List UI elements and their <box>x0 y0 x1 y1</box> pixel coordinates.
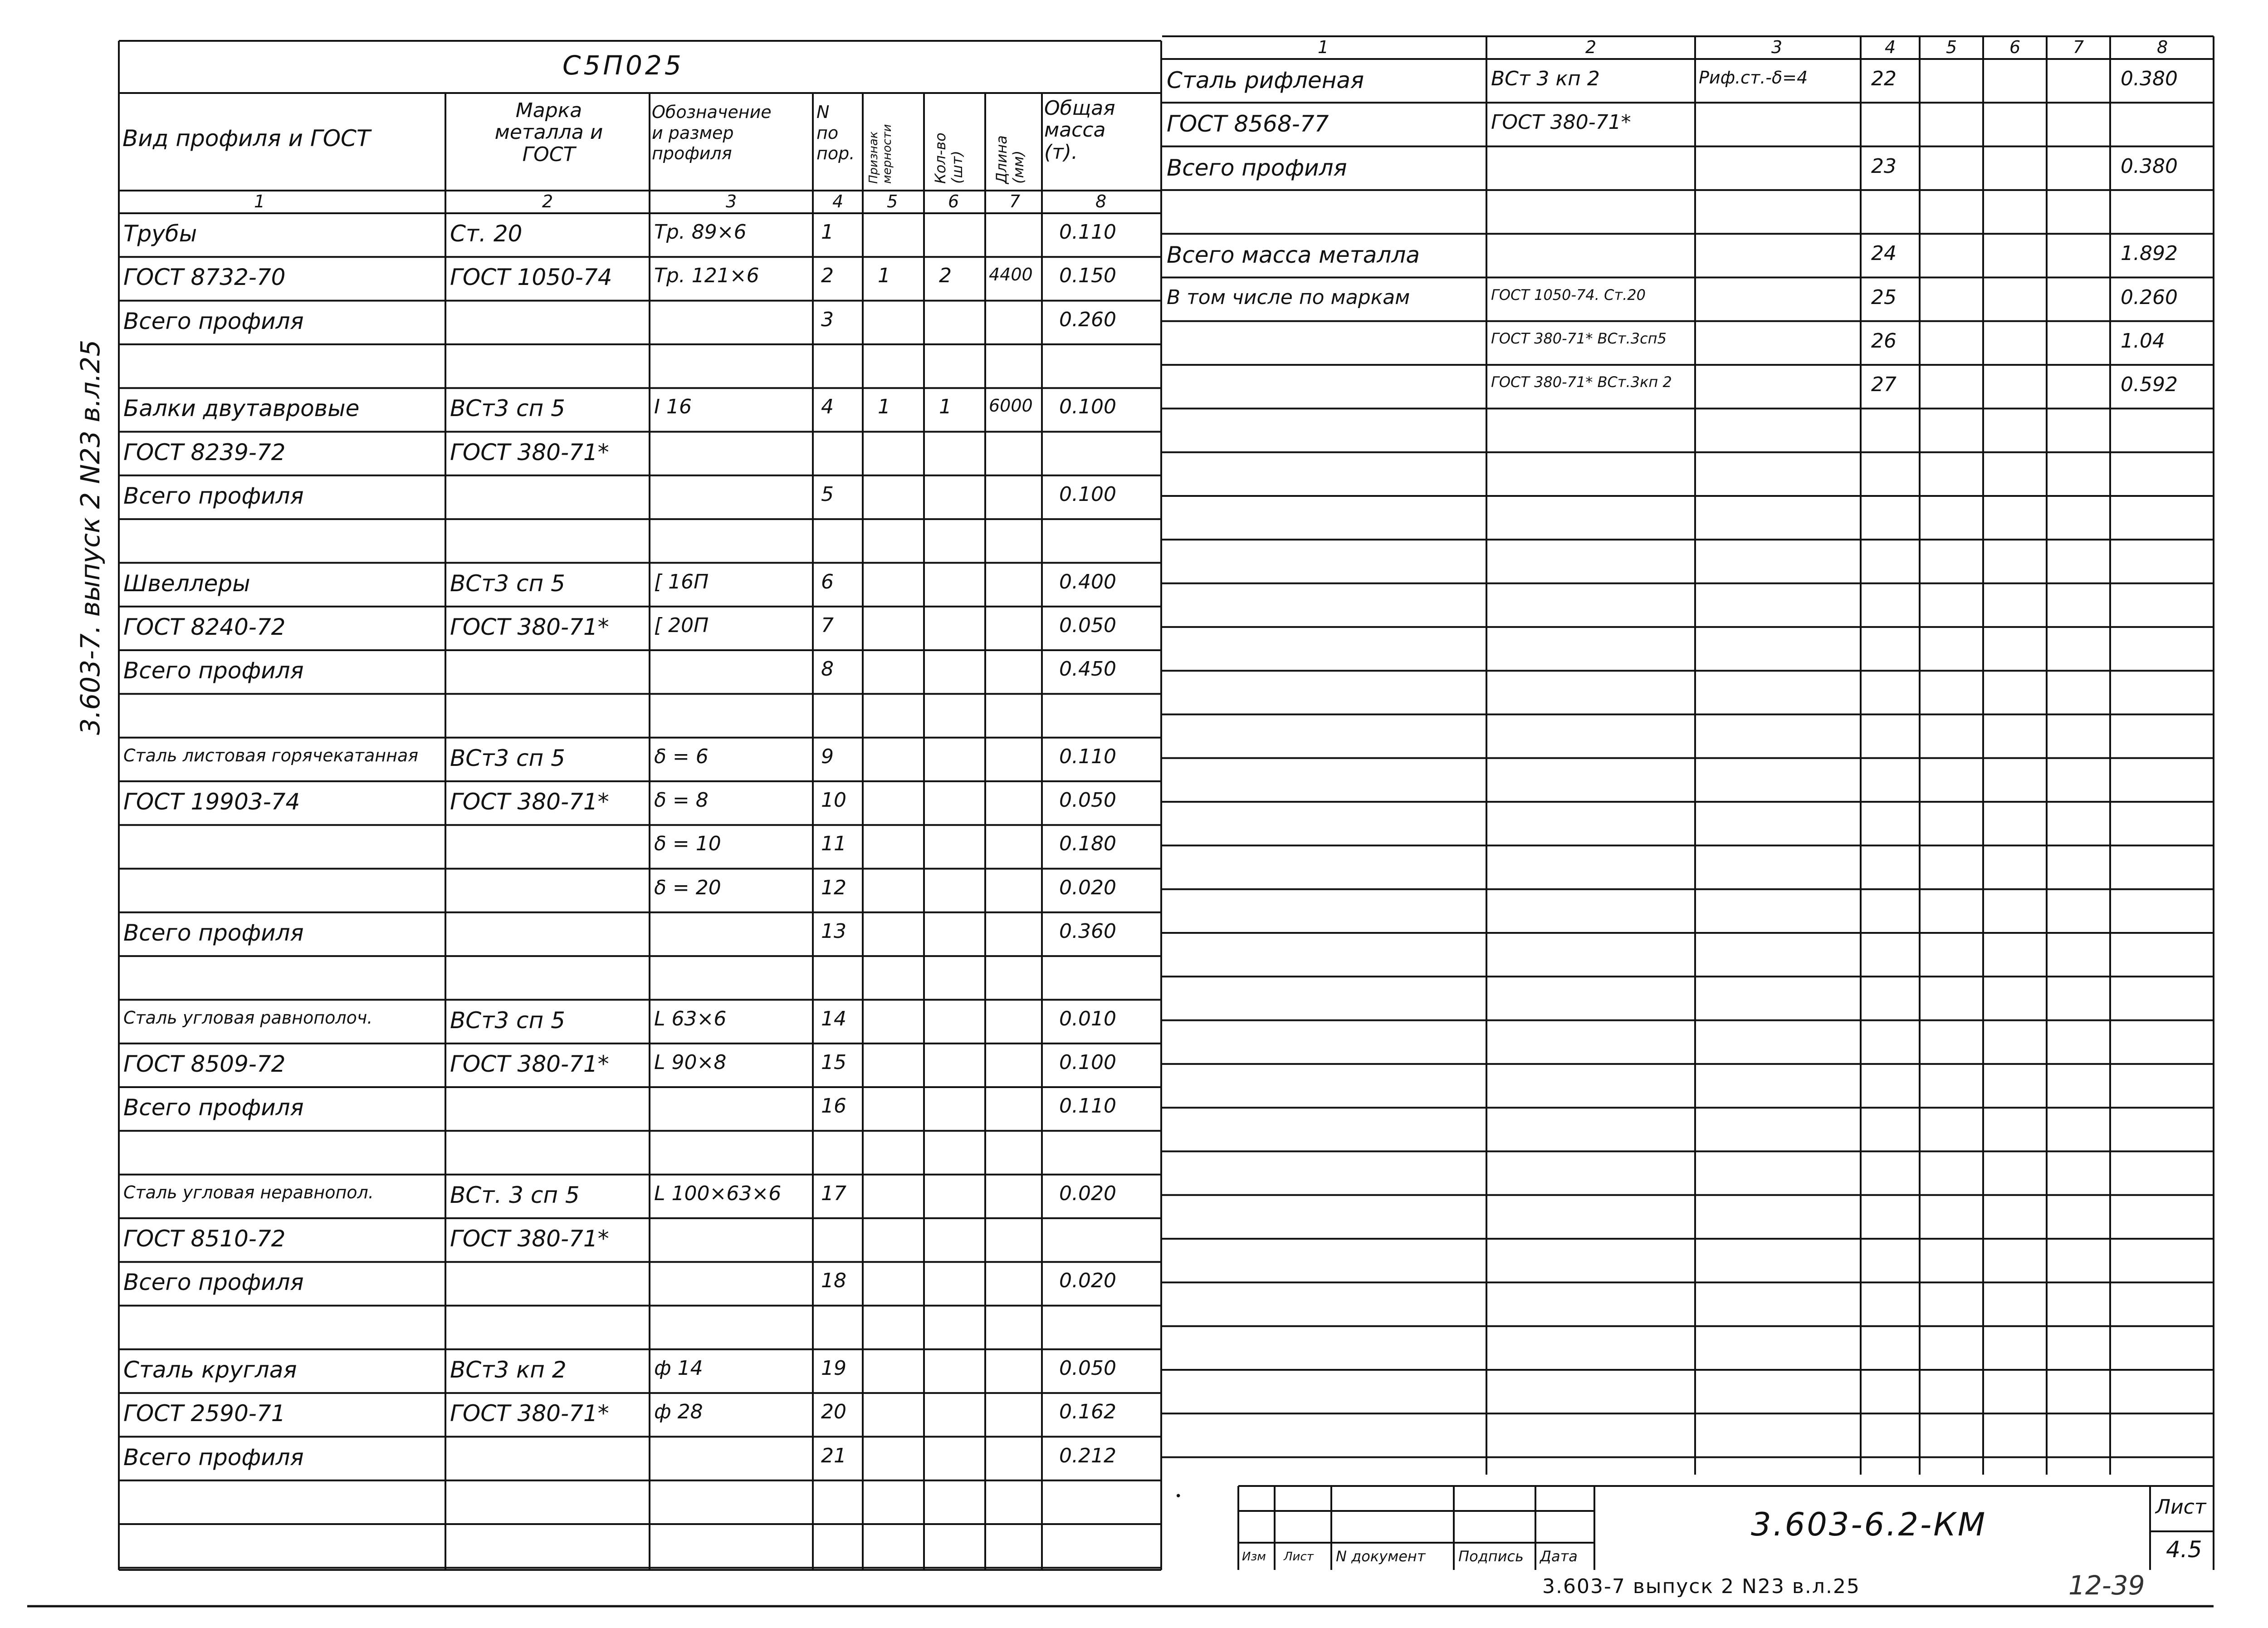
sheet-title: С5П025 <box>562 50 684 81</box>
left-row-15-c8: 0.180 <box>1059 832 1116 856</box>
left-row-17-c8: 0.360 <box>1059 919 1116 943</box>
left-row-11-c8: 0.450 <box>1059 657 1116 681</box>
left-row-5-c8: 0.100 <box>1059 395 1116 419</box>
left-row-9-c4: 6 <box>821 570 834 593</box>
left-row-2-c8: 0.150 <box>1059 264 1116 288</box>
left-row-5-c5: 1 <box>878 395 890 419</box>
col-number: 3 <box>1771 37 1783 57</box>
left-row-28-c1: ГОСТ 2590-71 <box>123 1400 286 1427</box>
left-row-27-c1: Сталь круглая <box>123 1356 297 1383</box>
right-row-22-c3: Риф.ст.-δ=4 <box>1699 68 1808 88</box>
footer-code: 3.603-7 выпуск 2 N23 в.л.25 <box>1542 1575 1860 1598</box>
col-number: 4 <box>1885 37 1896 57</box>
left-row-21-c4: 16 <box>821 1094 846 1118</box>
right-row-22-c1: Сталь рифленая <box>1167 67 1364 94</box>
left-row-16-c3: δ = 20 <box>654 876 721 899</box>
left-row-5-c6: 1 <box>939 395 952 419</box>
document-code: 3.603-6.2-КМ <box>1751 1506 1987 1543</box>
right-row-22-c4: 22 <box>1871 67 1897 91</box>
header-length: Длина (мм) <box>993 135 1027 184</box>
right-row-28-c8: 1.04 <box>2121 329 2165 353</box>
left-row-6-c1: ГОСТ 8239-72 <box>123 439 286 466</box>
right-row-22-c8: 0.380 <box>2121 67 2178 91</box>
right-row-26-c1: Всего масса металла <box>1167 242 1420 269</box>
header-quantity: Кол-во (шт) <box>932 132 966 184</box>
left-row-10-c1: ГОСТ 8240-72 <box>123 613 286 640</box>
left-row-27-c3: ф 14 <box>654 1356 703 1380</box>
left-row-14-c2: ГОСТ 380-71* <box>450 789 609 815</box>
left-row-20-c8: 0.100 <box>1059 1050 1116 1074</box>
left-row-23-c3: L 100×63×6 <box>654 1182 782 1205</box>
title-block-label-signature: Подпись <box>1458 1548 1524 1565</box>
left-row-28-c2: ГОСТ 380-71* <box>450 1400 609 1427</box>
header-order-number: N по пор. <box>816 102 855 164</box>
right-row-26-c4: 24 <box>1871 242 1897 265</box>
left-row-20-c2: ГОСТ 380-71* <box>450 1050 609 1077</box>
left-row-1-c8: 0.110 <box>1059 221 1116 244</box>
left-row-14-c4: 10 <box>821 789 846 812</box>
header-dimension-sign: Признак мерности <box>867 124 894 184</box>
left-row-28-c8: 0.162 <box>1059 1400 1116 1424</box>
left-row-25-c1: Всего профиля <box>123 1269 304 1296</box>
right-row-27-c8: 0.260 <box>2121 285 2178 309</box>
left-row-27-c4: 19 <box>821 1356 846 1380</box>
left-row-10-c2: ГОСТ 380-71* <box>450 613 609 640</box>
left-row-13-c1: Сталь листовая горячекатанная <box>123 745 419 765</box>
left-row-25-c4: 18 <box>821 1269 846 1293</box>
left-row-9-c3: [ 16П <box>654 570 709 593</box>
right-row-24-c8: 0.380 <box>2121 154 2178 178</box>
col-number: 6 <box>2009 37 2021 57</box>
left-row-24-c1: ГОСТ 8510-72 <box>123 1226 286 1252</box>
left-row-3-c4: 3 <box>821 308 834 331</box>
left-row-16-c8: 0.020 <box>1059 876 1116 899</box>
left-row-19-c2: ВСт3 сп 5 <box>450 1007 565 1034</box>
left-row-3-c8: 0.260 <box>1059 308 1116 331</box>
left-row-29-c1: Всего профиля <box>123 1444 304 1471</box>
left-row-5-c2: ВСт3 сп 5 <box>450 395 565 422</box>
left-row-11-c4: 8 <box>821 657 834 681</box>
left-row-25-c8: 0.020 <box>1059 1269 1116 1293</box>
left-row-24-c2: ГОСТ 380-71* <box>450 1226 609 1252</box>
left-row-19-c3: L 63×6 <box>654 1007 727 1030</box>
left-row-13-c3: δ = 6 <box>654 745 709 768</box>
vertical-document-code: 3.603-7. выпуск 2 N23 в.л.25 <box>75 339 106 735</box>
left-row-9-c8: 0.400 <box>1059 570 1116 593</box>
sheet-label: Лист <box>2156 1496 2206 1519</box>
left-row-11-c1: Всего профиля <box>123 657 304 684</box>
left-row-28-c4: 20 <box>821 1400 846 1424</box>
left-row-5-c3: I 16 <box>654 395 692 419</box>
left-row-6-c2: ГОСТ 380-71* <box>450 439 609 466</box>
col-number: 4 <box>832 191 844 211</box>
left-row-13-c8: 0.110 <box>1059 745 1116 768</box>
left-row-20-c3: L 90×8 <box>654 1050 727 1074</box>
col-number: 5 <box>1946 37 1957 57</box>
left-row-10-c4: 7 <box>821 613 834 637</box>
left-row-3-c1: Всего профиля <box>123 308 304 334</box>
page-reference: 12-39 <box>2068 1570 2145 1601</box>
col-number: 3 <box>726 191 737 211</box>
left-row-2-c4: 2 <box>821 264 834 288</box>
left-row-19-c1: Сталь угловая равнополоч. <box>123 1007 373 1028</box>
left-row-5-c1: Балки двутавровые <box>123 395 360 422</box>
right-row-23-c1: ГОСТ 8568-77 <box>1167 111 1329 137</box>
right-row-22-c2: ВСт 3 кп 2 <box>1491 67 1600 91</box>
right-row-27-c4: 25 <box>1871 285 1897 309</box>
right-row-24-c4: 23 <box>1871 154 1897 178</box>
left-row-2-c5: 1 <box>878 264 890 288</box>
col-number: 7 <box>2073 37 2084 57</box>
left-row-16-c4: 12 <box>821 876 846 899</box>
left-row-9-c2: ВСт3 сп 5 <box>450 570 565 597</box>
col-number: 1 <box>1318 37 1329 57</box>
right-row-28-c2: ГОСТ 380-71* ВСт.3сп5 <box>1491 329 1667 347</box>
left-row-29-c8: 0.212 <box>1059 1444 1116 1467</box>
left-row-2-c3: Тр. 121×6 <box>654 264 759 288</box>
left-row-27-c2: ВСт3 кп 2 <box>450 1356 567 1383</box>
left-row-2-c6: 2 <box>939 264 952 288</box>
col-number: 6 <box>948 191 959 211</box>
right-row-24-c1: Всего профиля <box>1167 154 1347 181</box>
col-number: 1 <box>254 191 265 211</box>
header-profile-type: Вид профиля и ГОСТ <box>122 125 371 152</box>
header-metal-grade: Марка металла и ГОСТ <box>494 99 603 166</box>
title-block-label-change: Изм <box>1242 1550 1266 1564</box>
title-block-label-document: N документ <box>1336 1548 1426 1565</box>
right-row-29-c2: ГОСТ 380-71* ВСт.3кп 2 <box>1491 373 1672 391</box>
left-row-21-c8: 0.110 <box>1059 1094 1116 1118</box>
left-row-23-c8: 0.020 <box>1059 1182 1116 1205</box>
left-row-15-c3: δ = 10 <box>654 832 721 856</box>
left-row-1-c4: 1 <box>821 221 834 244</box>
left-row-10-c8: 0.050 <box>1059 613 1116 637</box>
left-row-7-c4: 5 <box>821 482 834 506</box>
left-row-20-c1: ГОСТ 8509-72 <box>123 1050 286 1077</box>
col-number: 2 <box>542 191 553 211</box>
sheet-number: 4.5 <box>2166 1536 2202 1563</box>
left-row-13-c4: 9 <box>821 745 834 768</box>
left-row-21-c1: Всего профиля <box>123 1094 304 1121</box>
left-row-2-c2: ГОСТ 1050-74 <box>450 264 612 291</box>
left-row-17-c4: 13 <box>821 919 846 943</box>
left-row-28-c3: ф 28 <box>654 1400 703 1424</box>
right-row-29-c8: 0.592 <box>2121 373 2178 397</box>
col-number: 2 <box>1585 37 1597 57</box>
header-designation: Обозначение и размер профиля <box>652 102 772 164</box>
left-row-15-c4: 11 <box>821 832 846 856</box>
right-row-29-c4: 27 <box>1871 373 1897 397</box>
col-number: 7 <box>1009 191 1021 211</box>
left-row-14-c3: δ = 8 <box>654 789 709 812</box>
right-row-26-c8: 1.892 <box>2121 242 2178 265</box>
col-number: 8 <box>2157 37 2168 57</box>
left-row-1-c3: Тр. 89×6 <box>654 221 747 244</box>
right-row-28-c4: 26 <box>1871 329 1897 353</box>
title-block-label-sheet: Лист <box>1284 1550 1314 1564</box>
left-row-7-c8: 0.100 <box>1059 482 1116 506</box>
left-row-23-c4: 17 <box>821 1182 846 1205</box>
title-block-label-date: Дата <box>1540 1548 1578 1565</box>
left-row-23-c1: Сталь угловая неравнопол. <box>123 1182 374 1202</box>
left-row-23-c2: ВСт. 3 сп 5 <box>450 1182 580 1208</box>
right-row-27-c1: В том числе по маркам <box>1167 285 1410 309</box>
left-row-1-c2: Ст. 20 <box>450 221 523 247</box>
left-row-2-c1: ГОСТ 8732-70 <box>123 264 286 291</box>
left-row-17-c1: Всего профиля <box>123 919 304 946</box>
left-row-1-c1: Трубы <box>123 221 197 247</box>
left-row-14-c1: ГОСТ 19903-74 <box>123 789 300 815</box>
right-row-23-c2: ГОСТ 380-71* <box>1491 111 1631 134</box>
left-row-10-c3: [ 20П <box>654 613 709 637</box>
header-total-mass: Общая масса (т). <box>1044 97 1115 164</box>
left-row-19-c4: 14 <box>821 1007 846 1030</box>
left-row-19-c8: 0.010 <box>1059 1007 1116 1030</box>
left-row-14-c8: 0.050 <box>1059 789 1116 812</box>
col-number: 5 <box>887 191 898 211</box>
left-row-13-c2: ВСт3 сп 5 <box>450 745 565 771</box>
left-row-20-c4: 15 <box>821 1050 846 1074</box>
left-row-2-c7: 4400 <box>989 265 1033 285</box>
left-row-29-c4: 21 <box>821 1444 846 1467</box>
left-row-5-c7: 6000 <box>989 396 1033 416</box>
corner-mark: • <box>1175 1490 1182 1503</box>
right-row-27-c2: ГОСТ 1050-74. Ст.20 <box>1491 286 1646 304</box>
col-number: 8 <box>1095 191 1107 211</box>
left-row-5-c4: 4 <box>821 395 834 419</box>
left-row-7-c1: Всего профиля <box>123 482 304 509</box>
left-row-27-c8: 0.050 <box>1059 1356 1116 1380</box>
left-row-9-c1: Швеллеры <box>123 570 250 597</box>
